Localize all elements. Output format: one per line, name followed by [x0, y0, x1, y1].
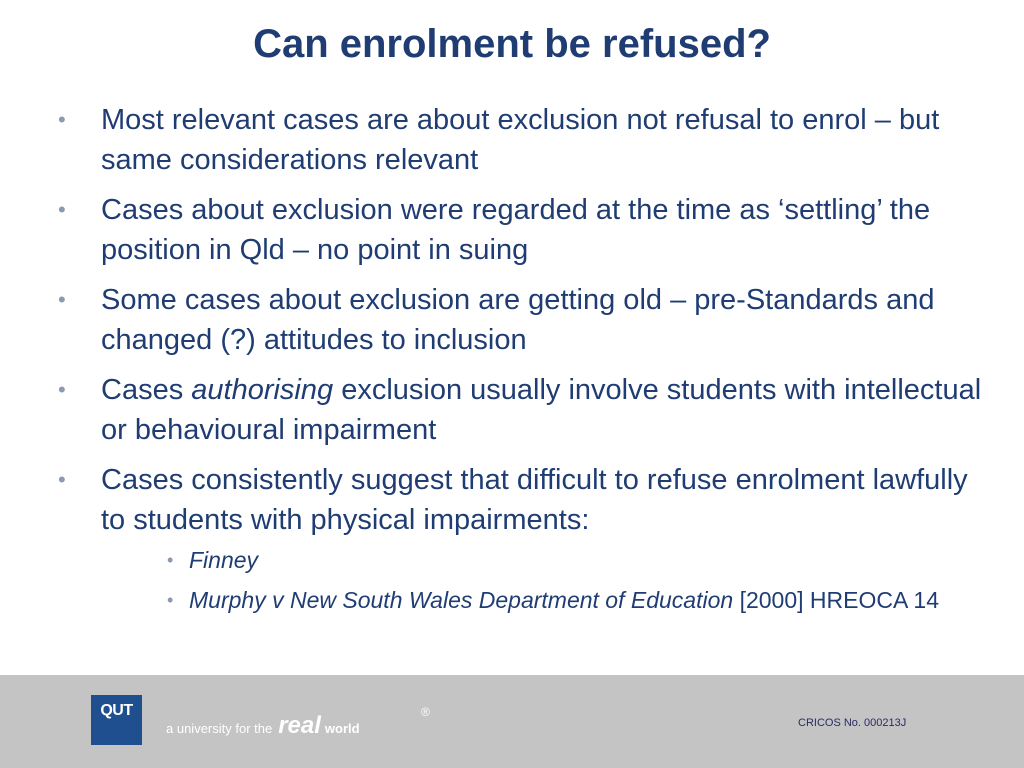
qut-logo — [91, 695, 142, 745]
case-citation: [2000] HREOCA 14 — [733, 587, 940, 613]
bullet-item — [56, 100, 986, 180]
bullet-text: Cases about exclusion were regarded at the time as ‘settling’ the position in Qld – no point in suing — [101, 194, 931, 266]
bullet-item — [56, 280, 986, 360]
sub-bullet-list — [101, 544, 986, 616]
bullet-text: Most relevant cases are about exclusion not refusal to enrol – but same considerations relevant — [101, 104, 940, 176]
case-name: Finney — [189, 547, 259, 573]
bullet-item — [56, 460, 986, 616]
bullet-glyph: • — [58, 197, 66, 222]
logo-text: QUT — [100, 702, 133, 719]
tagline — [166, 712, 360, 740]
bullet-text: Cases consistently suggest that difficult to refuse enrolment lawfully to students with physical impairments: — [101, 464, 968, 536]
bullet-text: Some cases about exclusion are getting old – pre-Standards and changed (?) attitudes to inclusion — [101, 284, 935, 356]
bullet-glyph: • — [58, 467, 66, 492]
bullet-text-emphasis: authorising — [191, 374, 334, 406]
bullet-glyph: • — [58, 377, 66, 402]
bullet-glyph: • — [58, 107, 66, 132]
bullet-text-after: exclusion usually involve students with intellectual or behavioural impairment — [101, 374, 982, 446]
tagline-world: world — [324, 721, 360, 736]
bullet-list — [56, 100, 986, 626]
sub-bullet-item — [101, 584, 986, 616]
sub-bullet-glyph: • — [167, 550, 174, 570]
sub-bullet-glyph: • — [167, 590, 174, 610]
sub-bullet-item — [101, 544, 986, 576]
bullet-item — [56, 190, 986, 270]
tagline-real: real — [278, 712, 321, 739]
case-name: Murphy v New South Wales Department of Education — [189, 587, 734, 613]
footer-band — [0, 675, 1024, 768]
slide-title: Can enrolment be refused? — [253, 22, 771, 66]
tagline-prefix: a university for the — [166, 721, 273, 736]
cricos-number: CRICOS No. 000213J — [798, 717, 907, 729]
registered-mark: ® — [421, 705, 430, 719]
bullet-text-before: Cases — [101, 374, 192, 406]
bullet-item — [56, 370, 986, 450]
bullet-glyph: • — [58, 287, 66, 312]
